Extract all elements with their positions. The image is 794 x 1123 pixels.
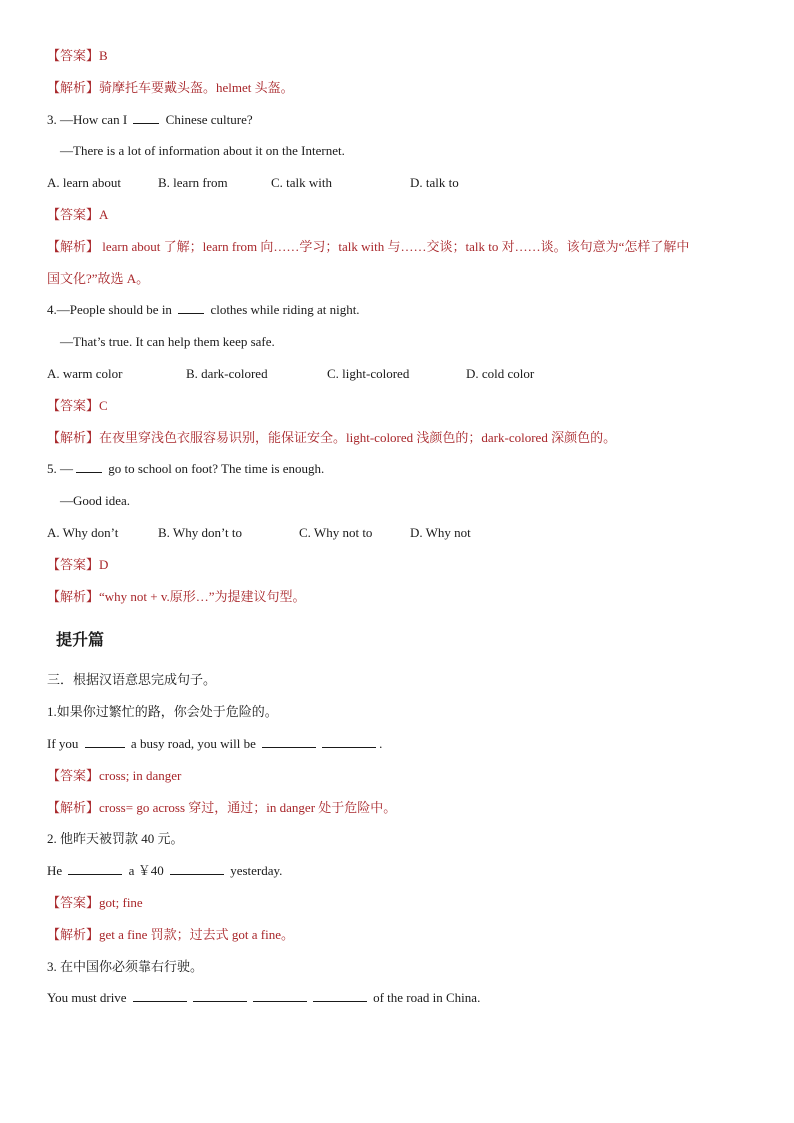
blank <box>253 989 307 1002</box>
blank <box>85 735 125 748</box>
option-a: A. learn about <box>47 175 122 191</box>
option-b: B. learn from <box>158 175 228 191</box>
q3-stem: 3. —How can I Chinese culture? <box>47 111 253 127</box>
section-title: 提升篇 <box>56 632 105 650</box>
analysis-text: get a fine 罚款；过去式 got a fine。 <box>99 926 294 942</box>
q3-options <box>47 167 757 199</box>
blank <box>133 111 159 124</box>
q2-answer-line <box>47 40 757 72</box>
answer-value: B <box>99 48 108 63</box>
s2-english: He a ￥40 yesterday. <box>47 863 283 879</box>
s3-english: You must drive of the road in China. <box>47 990 481 1006</box>
answer-value: A <box>99 206 109 222</box>
s1-chinese: 1.如果你过繁忙的路，你会处于危险的。 <box>47 704 278 720</box>
analysis-label: 【解析】 <box>47 588 100 604</box>
blank <box>68 862 122 875</box>
blank <box>313 989 367 1002</box>
answer-value: cross; in danger <box>99 767 182 783</box>
option-c: C. light-colored <box>327 365 410 381</box>
answer-label: 【答案】 <box>47 206 100 222</box>
q5-analysis-line <box>47 581 757 613</box>
answer-value: D <box>99 556 109 572</box>
option-b: B. dark-colored <box>186 365 268 381</box>
blank <box>262 735 316 748</box>
analysis-text: cross= go across 穿过，通过；in danger 处于危险中。 <box>99 799 397 815</box>
answer-label: 【答案】 <box>47 48 100 63</box>
analysis-text: “why not + v.原形…”为提建议句型。 <box>99 588 306 604</box>
s2-analysis-line <box>47 919 757 951</box>
analysis-text: 在夜里穿浅色衣服容易识别，能保证安全。light-colored 浅颜色的；dark-colored 深颜色的。 <box>99 429 617 445</box>
analysis-text: 骑摩托车要戴头盔。helmet 头盔。 <box>99 79 294 95</box>
answer-label: 【答案】 <box>47 556 100 572</box>
q4-analysis-line <box>47 422 757 454</box>
blank <box>76 460 102 473</box>
answer-value: got; fine <box>99 894 143 910</box>
analysis-text: learn about 了解；learn from 向……学习；talk with 与……交谈；talk to 对……谈。该句意为“怎样了解中 <box>99 238 690 254</box>
q3-reply: —There is a lot of information about it on the Internet. <box>60 143 345 159</box>
answer-label: 【答案】 <box>47 397 100 413</box>
option-a: A. warm color <box>47 365 123 381</box>
q3-analysis-line <box>47 231 757 263</box>
option-c: C. Why not to <box>299 524 373 540</box>
q3-analysis-line-2 <box>47 263 757 295</box>
analysis-label: 【解析】 <box>47 799 100 815</box>
analysis-label: 【解析】 <box>47 926 100 942</box>
q2-analysis-line <box>47 72 757 104</box>
blank <box>133 989 187 1002</box>
option-d: D. Why not <box>410 524 471 540</box>
s1-analysis-line <box>47 792 757 824</box>
worksheet-page <box>47 40 757 1014</box>
s2-chinese: 2. 他昨天被罚款 40 元。 <box>47 831 184 847</box>
option-d: D. cold color <box>466 365 535 381</box>
analysis-label: 【解析】 <box>47 79 100 95</box>
s2-answer-line <box>47 887 757 919</box>
blank <box>178 301 204 314</box>
option-d: D. talk to <box>410 175 459 191</box>
q3-answer-line <box>47 199 757 231</box>
blank <box>322 735 376 748</box>
q5-options <box>47 517 757 549</box>
s3-chinese: 3. 在中国你必须靠右行驶。 <box>47 958 204 974</box>
q5-answer-line <box>47 549 757 581</box>
option-a: A. Why don’t <box>47 524 119 540</box>
q4-answer-line <box>47 390 757 422</box>
analysis-text: 国文化?”故选 A。 <box>47 270 150 286</box>
answer-label: 【答案】 <box>47 767 100 783</box>
q4-options <box>47 358 757 390</box>
answer-label: 【答案】 <box>47 894 100 910</box>
analysis-label: 【解析】 <box>47 429 100 445</box>
option-b: B. Why don’t to <box>158 524 243 540</box>
s1-answer-line <box>47 760 757 792</box>
blank <box>170 862 224 875</box>
q4-stem: 4.—People should be in clothes while riding at night. <box>47 302 360 318</box>
section-instruction: 三．根据汉语意思完成句子。 <box>47 672 217 688</box>
q5-reply: —Good idea. <box>60 493 131 509</box>
s1-english: If you a busy road, you will be . <box>47 735 383 751</box>
option-c: C. talk with <box>271 175 333 191</box>
analysis-label: 【解析】 <box>47 238 100 254</box>
q4-reply: —That’s true. It can help them keep safe. <box>60 334 275 350</box>
blank <box>193 989 247 1002</box>
q5-stem: 5. — go to school on foot? The time is enough. <box>47 461 325 477</box>
answer-value: C <box>99 397 108 413</box>
